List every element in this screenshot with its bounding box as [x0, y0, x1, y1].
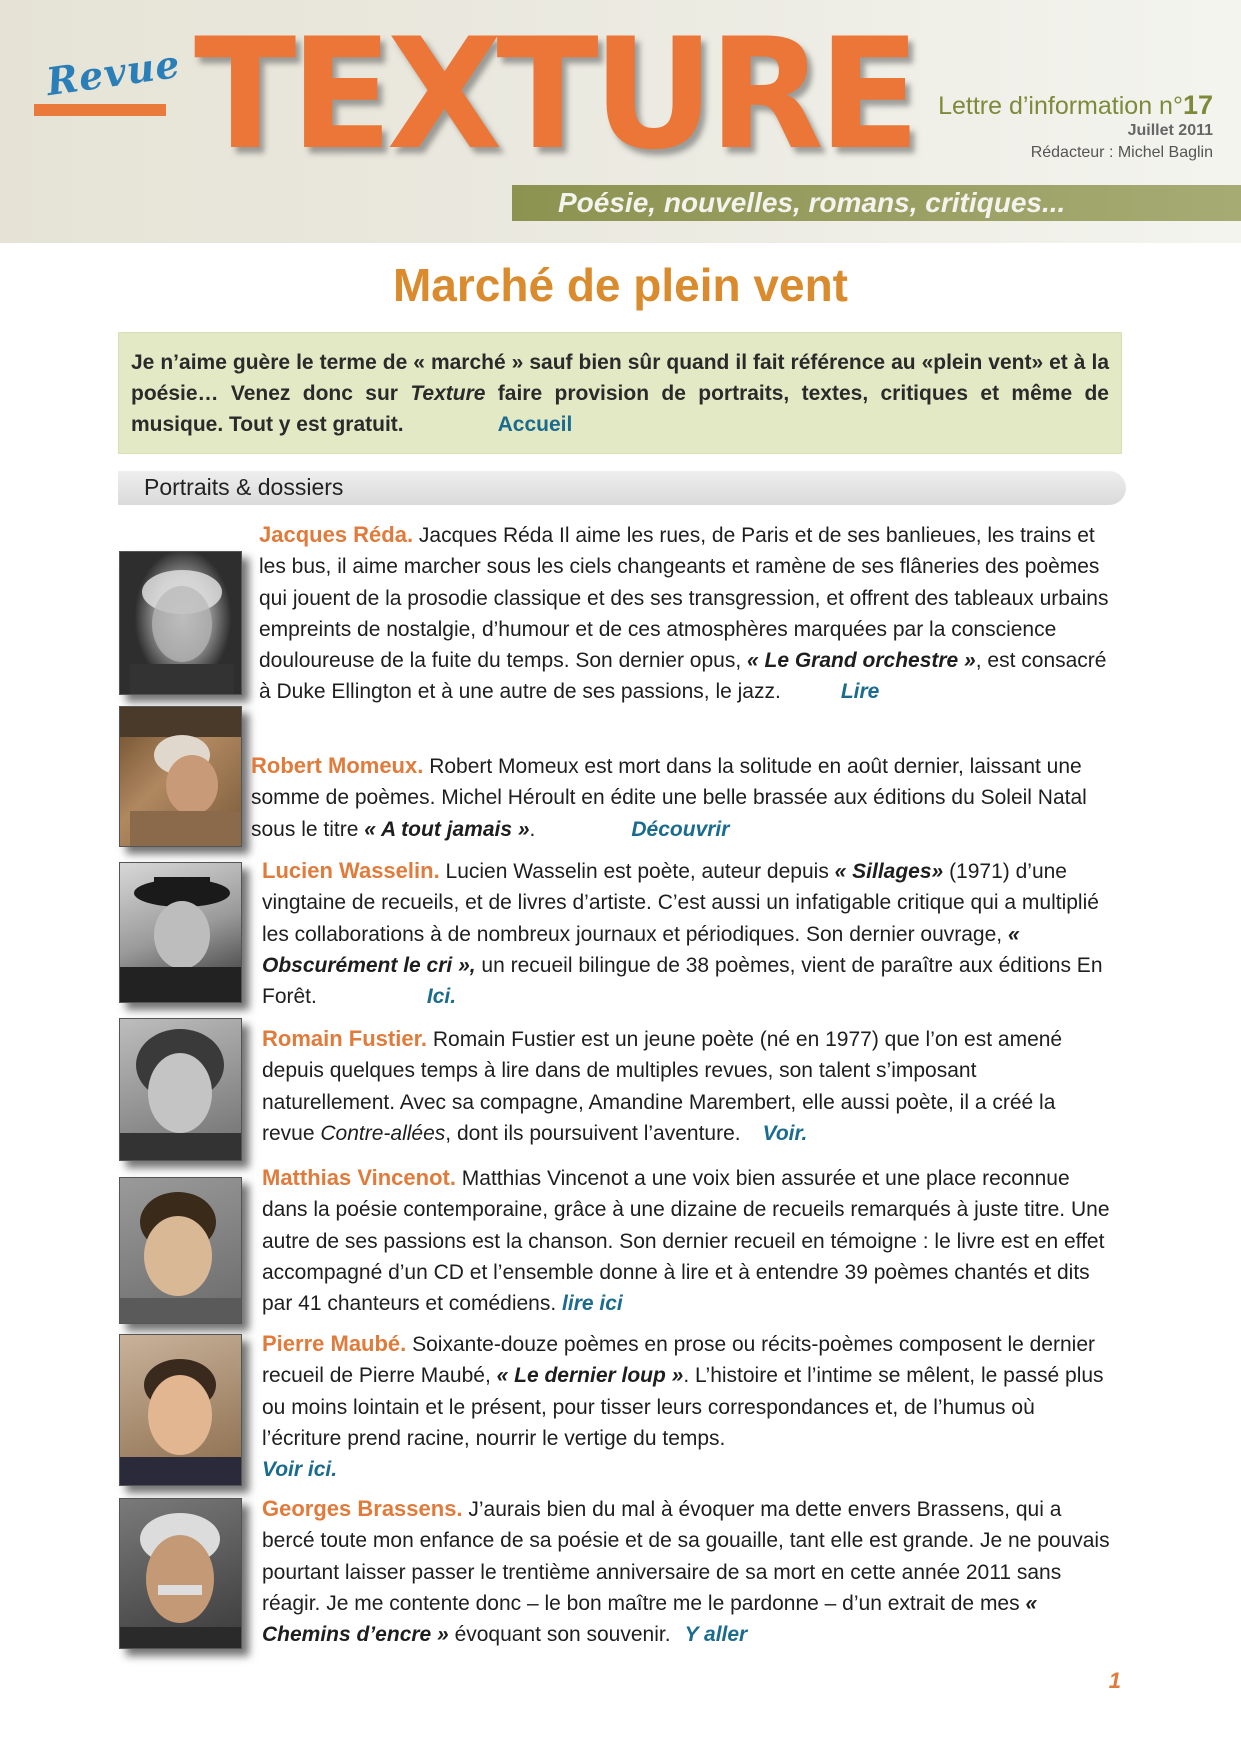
- entry-maube: Pierre Maubé. Soixante-douze poèmes en prose ou récits-poèmes composent le dernier recueil de Pierre Maubé, « Le dernier loup ». L’histoire et l’intime se mêlent, le passé plus ou moins lointain et le présent, pour tisser leurs correspondances et, de l’humus où l’écriture prend racine, nourrir le vertige du temps. Voir ici.: [262, 1331, 1104, 1482]
- portrait-maube: [119, 1334, 242, 1486]
- ici-link[interactable]: Ici.: [426, 985, 457, 1009]
- portrait-fustier: [119, 1018, 242, 1161]
- page-number: 1: [1108, 1668, 1121, 1693]
- face-icon: [120, 707, 241, 846]
- lire-link[interactable]: Lire: [840, 680, 880, 704]
- portrait-wasselin: [119, 862, 242, 1003]
- face-icon: [120, 1178, 241, 1323]
- portrait-vincenot: [119, 1177, 242, 1324]
- portrait-reda: [119, 551, 242, 695]
- entry-vincenot: Matthias Vincenot. Matthias Vincenot a une voix bien assurée et une place reconnue dans la poésie contemporaine, grâce à une dizaine de recueils remarqués à juste titre. Une autre de ses passions est la chanson. Son dernier recueil en témoigne : le livre est en effet accompagné d’un CD et l’ensemble donne à lire et à entendre 39 poèmes chantés et dits par 41 chanteurs et comédiens. lire ici: [262, 1165, 1110, 1316]
- editor-credit: Rédacteur : Michel Baglin: [1030, 144, 1213, 161]
- entry-reda: Jacques Réda. Jacques Réda Il aime les rues, de Paris et de ses banlieues, les trains et les bus, il aime marcher sous les ciels changeants et ramène de ses flâneries des poèmes qui jouent de la prosodie classique et des ses transgression, et offrent des tableaux urbains empreints de nostalgie, d’humour et de ces atmosphères marquées par la conscience douloureuse de la fuite du temps. Son dernier opus, « Le Grand orchestre », est consacré à Duke Ellington et à une autre de ses passions, le jazz. Lire: [259, 522, 1109, 704]
- portrait-brassens: [119, 1498, 242, 1649]
- revue-logo-text: Revue: [43, 40, 184, 105]
- intro-box: [118, 332, 1122, 454]
- decouvrir-link[interactable]: Découvrir: [631, 817, 730, 841]
- accueil-link[interactable]: Accueil: [497, 413, 573, 436]
- page-title: Marché de plein vent: [392, 259, 848, 311]
- lire-ici-link[interactable]: lire ici: [562, 1292, 623, 1316]
- tagline: Poésie, nouvelles, romans, critiques...: [558, 187, 1066, 218]
- section-title: Portraits & dossiers: [144, 474, 344, 500]
- face-icon: [120, 1019, 241, 1160]
- section-header: [118, 471, 1126, 505]
- voir-link[interactable]: Voir.: [762, 1121, 808, 1145]
- newsletter-number: Lettre d’information n°17: [938, 90, 1213, 120]
- texture-logo: TEXTURE: [194, 6, 915, 184]
- entry-momeux: Robert Momeux. Robert Momeux est mort dans la solitude en août dernier, laissant une somme de poèmes. Michel Héroult en édite une belle brassée aux éditions du Soleil Natal sous le titre « A tout jamais ». Découvrir: [251, 753, 1087, 841]
- face-icon: [120, 863, 241, 1002]
- masthead: [0, 0, 1241, 243]
- intro-text: Je n’aime guère le terme de « marché » sauf bien sûr quand il fait référence au «plein vent» et à la poésie… Venez donc sur Texture faire provision de portraits, textes, critiques et même de musique. Tout y est gratuit. Accueil: [131, 351, 1109, 436]
- issue-date: Juillet 2011: [1127, 122, 1213, 139]
- face-icon: [120, 1499, 241, 1648]
- tagline-bar: [512, 185, 1241, 221]
- portrait-momeux: [119, 706, 242, 847]
- entry-brassens: Georges Brassens. J’aurais bien du mal à évoquer ma dette envers Brassens, qui a bercé toute mon enfance de sa poésie et de sa gouaille, tant elle est grande. Je ne pouvais pourtant laisser passer le trentième anniversaire de sa mort en cette année 2011 sans réagir. Je me contente donc – le bon maître me le pardonne – d’un extrait de mes « Chemins d’encre » évoquant son souvenir. Y aller: [262, 1496, 1110, 1647]
- voir-ici-link[interactable]: Voir ici.: [262, 1458, 338, 1482]
- y-aller-link[interactable]: Y aller: [684, 1623, 748, 1647]
- entry-fustier: Romain Fustier. Romain Fustier est un jeune poète (né en 1977) que l’on est amené depuis quelques temps à lire dans de multiples revues, son talent s’imposant naturellement. Avec sa compagne, Amandine Marembert, elle aussi poète, il a créé la revue Contre-allées, dont ils poursuivent l’aventure. Voir.: [262, 1026, 1063, 1145]
- face-icon: [120, 1335, 241, 1485]
- entry-wasselin: Lucien Wasselin. Lucien Wasselin est poète, auteur depuis « Sillages» (1971) d’une vingtaine de recueils, et de livres d’artiste. C’est aussi un infatigable critique qui a multiplié les collaborations à de nombreux journaux et périodiques. Son dernier ouvrage, « Obscurément le cri », un recueil bilingue de 38 poèmes, vient de paraître aux éditions En Forêt. Ici.: [262, 858, 1103, 1009]
- face-icon: [120, 552, 241, 694]
- revue-underline: [34, 104, 166, 116]
